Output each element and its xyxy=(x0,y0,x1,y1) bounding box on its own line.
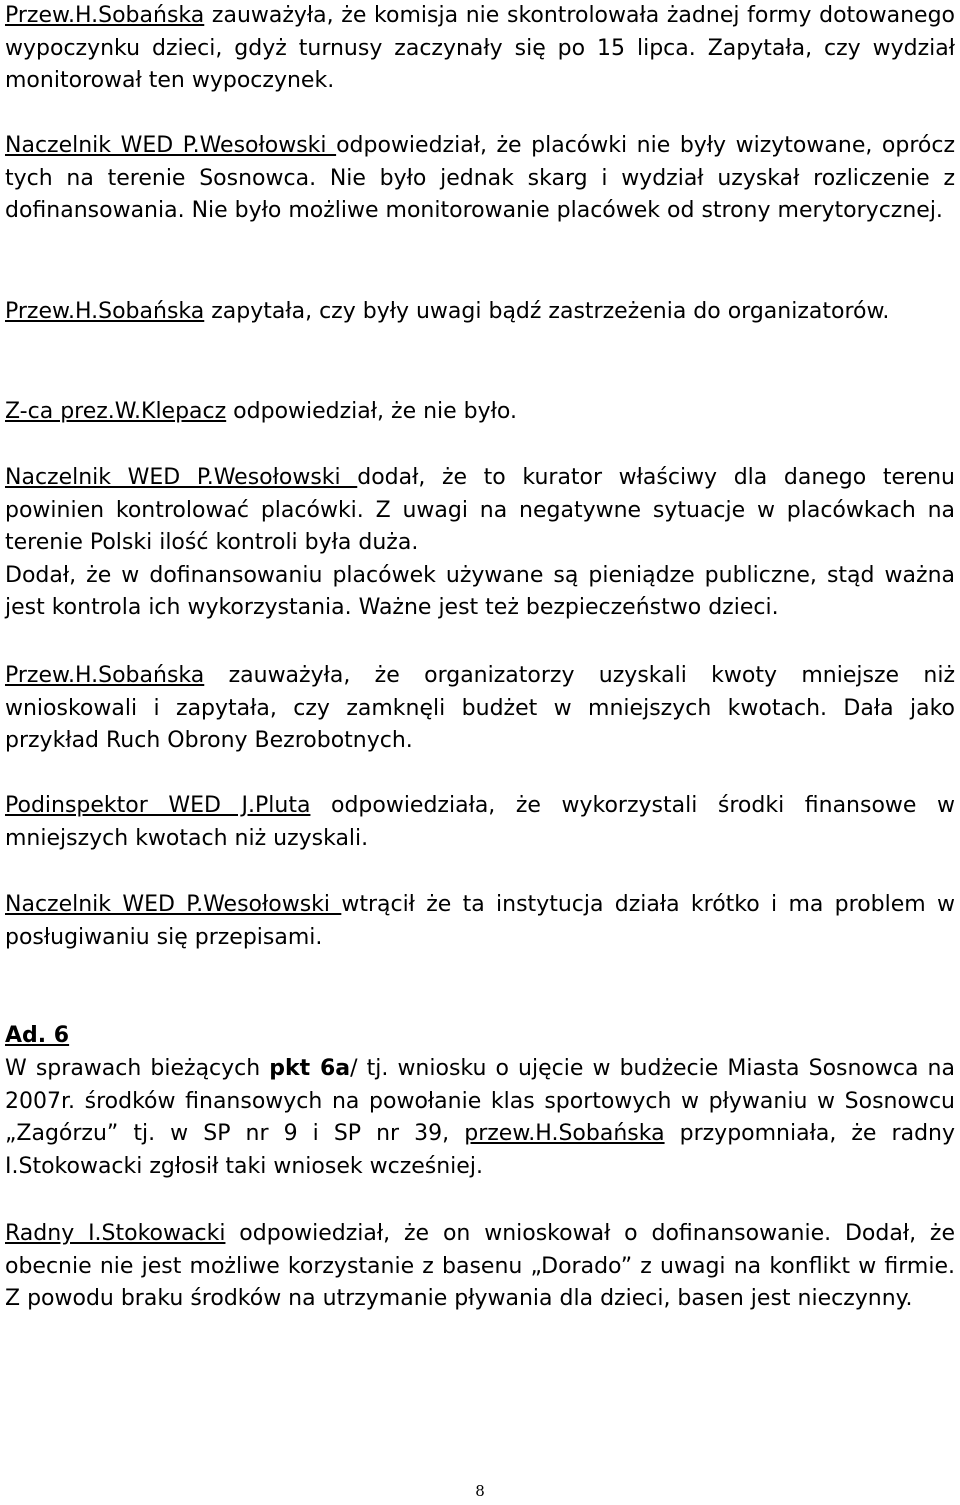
paragraph-text: dodał, że to kurator właściwy dla danego terenu powinien kontrolować placówki. Z uwagi na negatywne sytuacje w placówkach na terenie Polski ilość kontroli była duża. xyxy=(5,465,955,555)
paragraph-text: W sprawach bieżących xyxy=(5,1056,270,1081)
paragraph-wesolowski-1 xyxy=(5,130,955,228)
speaker-name: przew.H.Sobańska xyxy=(464,1121,665,1146)
speaker-name: Radny I.Stokowacki xyxy=(5,1221,226,1246)
paragraph-current-matters xyxy=(5,1053,955,1183)
paragraph-stokowacki xyxy=(5,1218,955,1316)
paragraph-sobanska-2 xyxy=(5,296,955,329)
item-number: pkt 6a xyxy=(269,1056,351,1081)
speaker-name: Z-ca prez.W.Klepacz xyxy=(5,399,227,424)
paragraph-text: zauważyła, że organizatorzy uzyskali kwoty mniejsze niż wnioskowali i zapytała, czy zamknęli budżet w mniejszych kwotach. Dała jako przykład Ruch Obrony Bezrobotnych. xyxy=(5,663,955,753)
paragraph-text: zauważyła, że komisja nie skontrolowała żadnej formy dotowanego wypoczynku dzieci, gdyż turnusy zaczynały się po 15 lipca. Zapytała, czy wydział monitorował ten wypoczynek. xyxy=(5,3,955,93)
section-heading: Ad. 6 xyxy=(5,1023,70,1048)
paragraph-sobanska-1 xyxy=(5,0,955,98)
speaker-name: Przew.H.Sobańska xyxy=(5,3,205,28)
paragraph-text: wtrącił że ta instytucja działa krótko i ma problem w posługiwaniu się przepisami. xyxy=(5,892,955,950)
paragraph-text: odpowiedział, że placówki nie były wizytowane, oprócz tych na terenie Sosnowca. Nie było jednak skarg i wydział uzyskał rozliczenie z dofinansowania. Nie było możliwe monitorowanie placówek od strony merytorycznej. xyxy=(5,133,955,223)
speaker-name: Naczelnik WED P.Wesołowski xyxy=(5,465,358,490)
paragraph-wesolowski-3 xyxy=(5,889,955,954)
speaker-name: Przew.H.Sobańska xyxy=(5,299,205,324)
paragraph-pluta xyxy=(5,790,955,855)
speaker-name: Naczelnik WED P.Wesołowski xyxy=(5,892,342,917)
page-number: 8 xyxy=(475,1482,485,1500)
paragraph-continuation: Dodał, że w dofinansowaniu placówek używane są pieniądze publiczne, stąd ważna jest kontrola ich wykorzystania. Ważne jest też bezpieczeństwo dzieci. xyxy=(5,562,955,620)
speaker-name: Przew.H.Sobańska xyxy=(5,663,205,688)
paragraph-klepacz xyxy=(5,396,955,429)
paragraph-text: odpowiedział, że on wnioskował o dofinansowanie. Dodał, że obecnie nie jest możliwe korzystanie z basenu „Dorado” z uwagi na konflikt w firmie. Z powodu braku środków na utrzymanie pływania dla dzieci, basen jest nieczynny. xyxy=(5,1221,956,1311)
speaker-name: Podinspektor WED J.Pluta xyxy=(5,793,311,818)
speaker-name: Naczelnik WED P.Wesołowski xyxy=(5,133,337,158)
paragraph-text: przypomniała, że radny I.Stokowacki zgłosił taki wniosek wcześniej. xyxy=(5,1121,955,1179)
paragraph-text: odpowiedziała, że wykorzystali środki finansowe w mniejszych kwotach niż uzyskali. xyxy=(5,793,955,851)
paragraph-sobanska-3 xyxy=(5,660,955,758)
paragraph-text: zapytała, czy były uwagi bądź zastrzeżenia do organizatorów. xyxy=(204,299,890,324)
paragraph-wesolowski-2 xyxy=(5,462,955,625)
paragraph-text: / tj. wniosku o ujęcie w budżecie Miasta Sosnowca na 2007r. środków finansowych na powołanie klas sportowych w pływaniu w Sosnowcu „Zagórzu” tj. w SP nr 9 i SP nr 39, xyxy=(5,1056,955,1146)
paragraph-text: odpowiedział, że nie było. xyxy=(226,399,517,424)
